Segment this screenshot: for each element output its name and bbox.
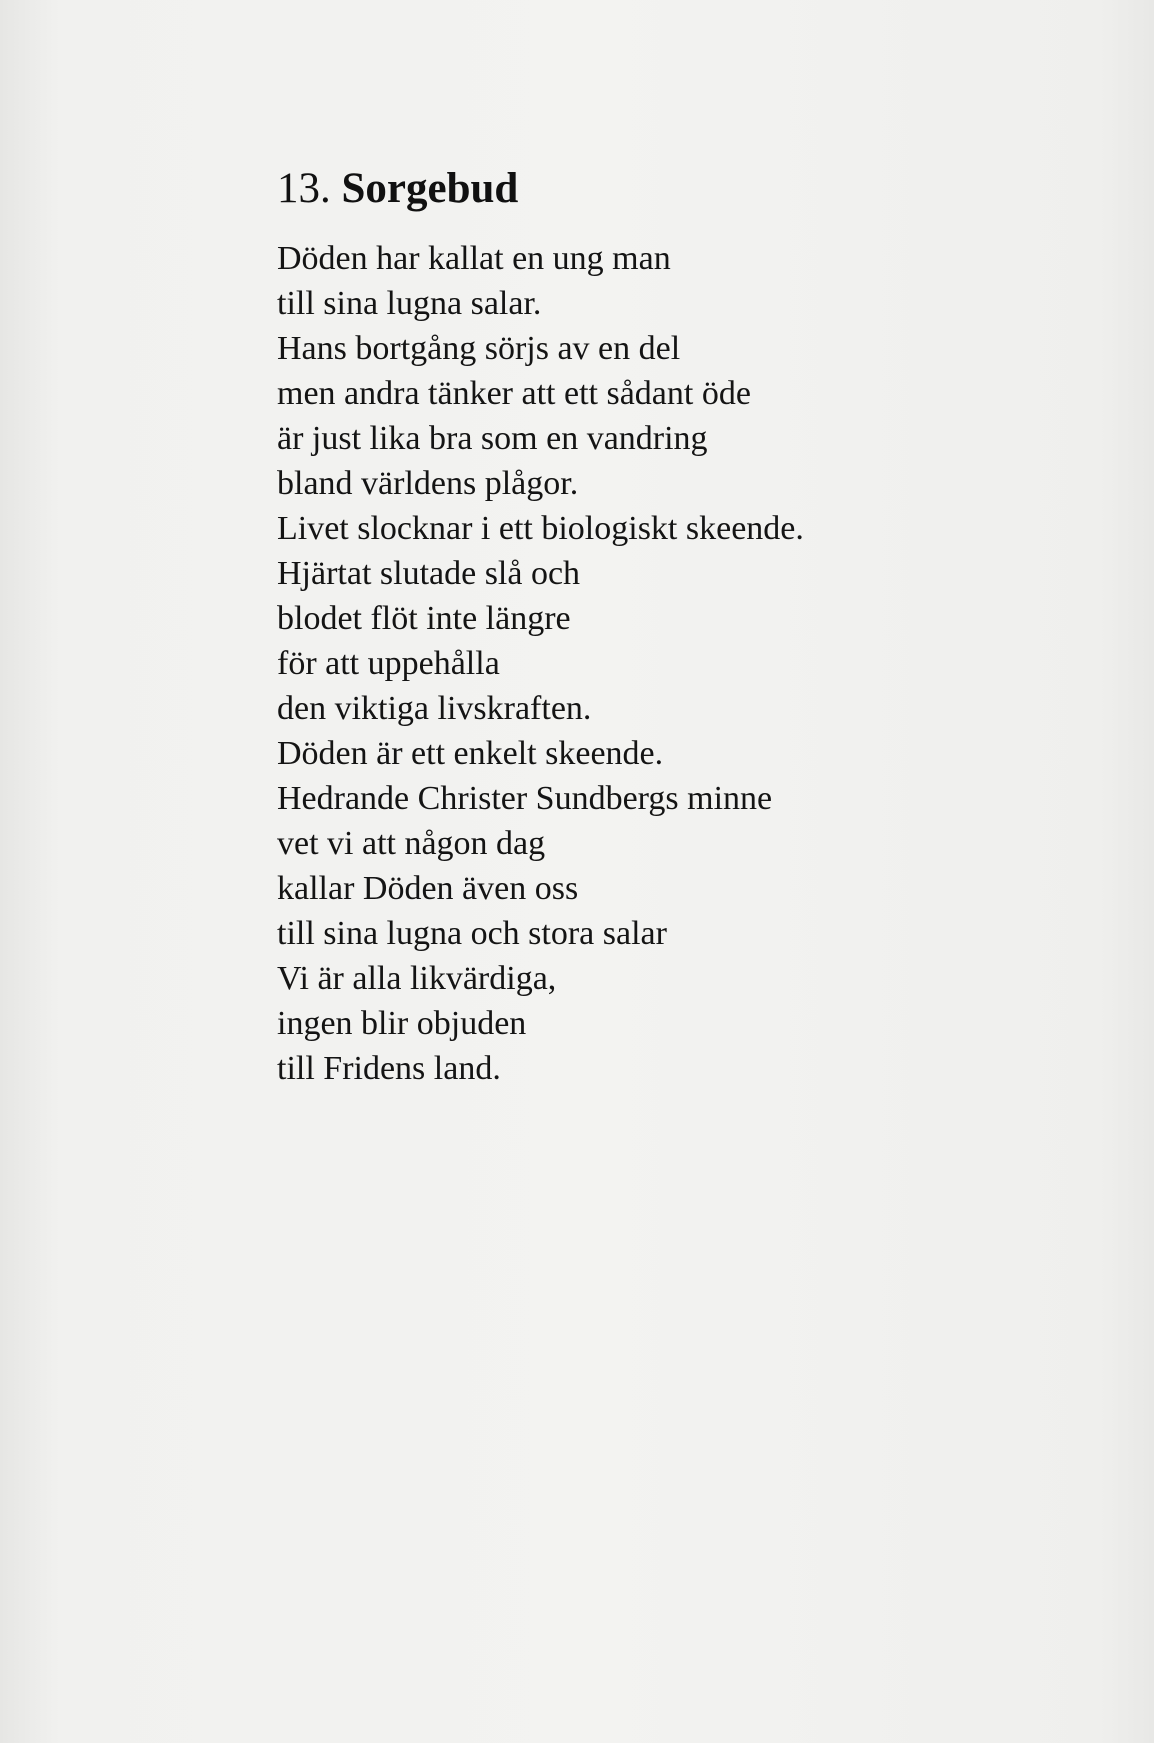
- poem-line: till Fridens land.: [277, 1050, 501, 1087]
- poem-line: Hedrande Christer Sundbergs minne: [277, 780, 773, 817]
- chapter-number: 13.: [277, 164, 331, 212]
- poem-line: kallar Döden även oss: [277, 870, 579, 907]
- poem-line: ingen blir objuden: [277, 1005, 527, 1042]
- poem-line: till sina lugna salar.: [277, 285, 542, 322]
- poem-line: Vi är alla likvärdiga,: [277, 960, 557, 997]
- poem-line: bland världens plågor.: [277, 465, 579, 502]
- poem-line: Hjärtat slutade slå och: [277, 555, 581, 592]
- poem-line: Döden har kallat en ung man: [277, 240, 671, 277]
- poem-line: Livet slocknar i ett biologiskt skeende.: [277, 510, 804, 547]
- poem-line: till sina lugna och stora salar: [277, 915, 667, 952]
- chapter-heading: [277, 164, 519, 212]
- poem-body: [277, 236, 804, 1091]
- poem-line: vet vi att någon dag: [277, 825, 546, 862]
- poem-line: är just lika bra som en vandring: [277, 420, 708, 457]
- poem-line: för att uppehålla: [277, 645, 500, 682]
- poem-line: Hans bortgång sörjs av en del: [277, 330, 681, 367]
- poem-line: men andra tänker att ett sådant öde: [277, 375, 751, 412]
- poem-line: den viktiga livskraften.: [277, 690, 592, 727]
- poem-line: blodet flöt inte längre: [277, 600, 571, 637]
- chapter-title: Sorgebud: [341, 164, 519, 212]
- poem-line: Döden är ett enkelt skeende.: [277, 735, 664, 772]
